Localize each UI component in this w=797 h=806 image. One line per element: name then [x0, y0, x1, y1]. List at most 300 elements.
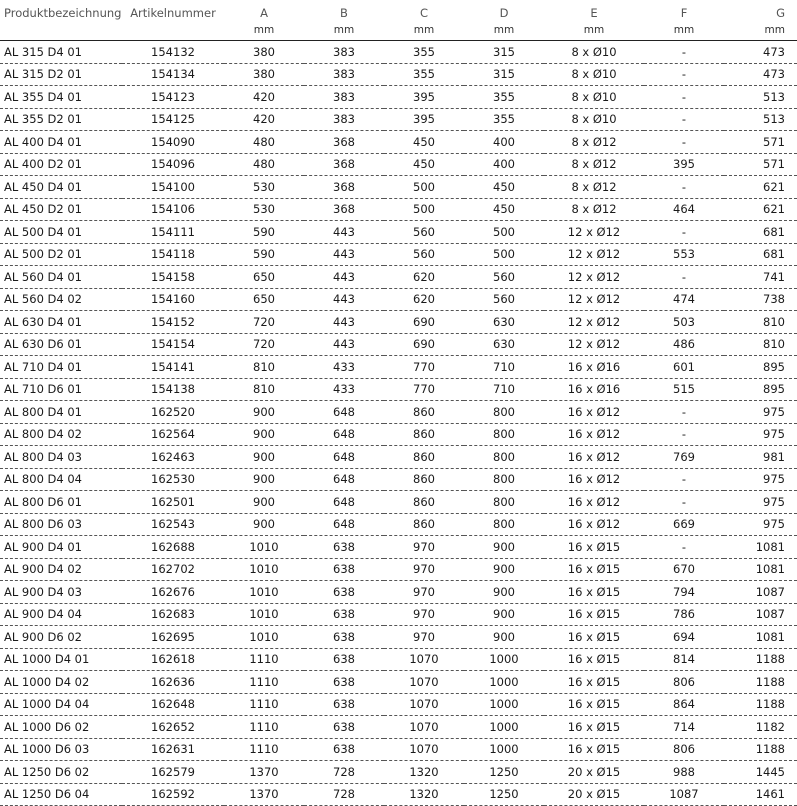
table-row — [0, 266, 797, 289]
cell-e: 12 x Ø12 — [544, 288, 644, 311]
cell-produktbezeichnung: AL 1000 D4 02 — [0, 671, 122, 694]
cell-a: 1010 — [224, 536, 304, 559]
cell-a: 1110 — [224, 716, 304, 739]
cell-f: - — [644, 423, 724, 446]
cell-c: 1070 — [384, 648, 464, 671]
cell-a: 1110 — [224, 648, 304, 671]
cell-d: 800 — [464, 468, 544, 491]
cell-d: 630 — [464, 311, 544, 334]
cell-g: 895 — [724, 378, 797, 401]
cell-c: 1320 — [384, 783, 464, 806]
header-d: D — [499, 6, 509, 20]
cell-produktbezeichnung: AL 450 D2 01 — [0, 198, 122, 221]
cell-produktbezeichnung: AL 900 D4 02 — [0, 558, 122, 581]
cell-b: 638 — [304, 693, 384, 716]
cell-g: 513 — [724, 108, 797, 131]
cell-f: 601 — [644, 356, 724, 379]
cell-c: 1320 — [384, 761, 464, 784]
cell-produktbezeichnung: AL 560 D4 01 — [0, 266, 122, 289]
cell-g: 473 — [724, 41, 797, 64]
table-row — [0, 243, 797, 266]
cell-f: 474 — [644, 288, 724, 311]
cell-c: 1070 — [384, 671, 464, 694]
cell-b: 648 — [304, 423, 384, 446]
table-row — [0, 86, 797, 109]
table-row — [0, 176, 797, 199]
cell-f: 395 — [644, 153, 724, 176]
cell-e: 16 x Ø16 — [544, 378, 644, 401]
cell-b: 638 — [304, 536, 384, 559]
header-produktbezeichnung: Produktbezeichnung — [4, 6, 122, 20]
unit-cell: mm — [724, 20, 797, 41]
cell-g: 1188 — [724, 671, 797, 694]
cell-d: 1000 — [464, 671, 544, 694]
table-row — [0, 221, 797, 244]
cell-e: 16 x Ø12 — [544, 423, 644, 446]
cell-b: 648 — [304, 401, 384, 424]
cell-e: 16 x Ø15 — [544, 693, 644, 716]
cell-c: 860 — [384, 491, 464, 514]
cell-c: 970 — [384, 626, 464, 649]
cell-artikelnummer: 154100 — [122, 176, 224, 199]
units-row — [0, 20, 797, 41]
cell-g: 975 — [724, 423, 797, 446]
cell-a: 1370 — [224, 761, 304, 784]
cell-a: 650 — [224, 266, 304, 289]
cell-c: 395 — [384, 108, 464, 131]
cell-a: 900 — [224, 446, 304, 469]
cell-d: 500 — [464, 221, 544, 244]
cell-e: 16 x Ø12 — [544, 401, 644, 424]
cell-produktbezeichnung: AL 400 D4 01 — [0, 131, 122, 154]
cell-artikelnummer: 162683 — [122, 603, 224, 626]
cell-c: 970 — [384, 558, 464, 581]
cell-artikelnummer: 162695 — [122, 626, 224, 649]
cell-artikelnummer: 154096 — [122, 153, 224, 176]
table-row — [0, 378, 797, 401]
cell-f: - — [644, 221, 724, 244]
cell-f: 503 — [644, 311, 724, 334]
cell-a: 380 — [224, 41, 304, 64]
table-row — [0, 401, 797, 424]
cell-e: 16 x Ø15 — [544, 671, 644, 694]
table-row — [0, 41, 797, 64]
cell-a: 420 — [224, 108, 304, 131]
table-body — [0, 41, 797, 806]
cell-artikelnummer: 154132 — [122, 41, 224, 64]
cell-e: 8 x Ø12 — [544, 176, 644, 199]
table-row — [0, 108, 797, 131]
cell-e: 12 x Ø12 — [544, 333, 644, 356]
cell-g: 1182 — [724, 716, 797, 739]
cell-c: 690 — [384, 333, 464, 356]
cell-a: 720 — [224, 311, 304, 334]
cell-b: 638 — [304, 716, 384, 739]
cell-c: 690 — [384, 311, 464, 334]
cell-c: 970 — [384, 536, 464, 559]
cell-d: 1000 — [464, 716, 544, 739]
cell-f: 714 — [644, 716, 724, 739]
cell-e: 16 x Ø15 — [544, 581, 644, 604]
cell-d: 800 — [464, 513, 544, 536]
cell-artikelnummer: 154106 — [122, 198, 224, 221]
cell-e: 16 x Ø16 — [544, 356, 644, 379]
cell-artikelnummer: 154125 — [122, 108, 224, 131]
cell-f: 669 — [644, 513, 724, 536]
table-row — [0, 783, 797, 806]
cell-c: 450 — [384, 131, 464, 154]
cell-g: 1188 — [724, 693, 797, 716]
cell-e: 8 x Ø10 — [544, 63, 644, 86]
header-b: B — [340, 6, 348, 20]
table-row — [0, 468, 797, 491]
cell-a: 650 — [224, 288, 304, 311]
cell-c: 620 — [384, 266, 464, 289]
cell-produktbezeichnung: AL 355 D4 01 — [0, 86, 122, 109]
cell-e: 16 x Ø15 — [544, 558, 644, 581]
table-row — [0, 131, 797, 154]
header-g: G — [776, 6, 785, 20]
cell-g: 738 — [724, 288, 797, 311]
cell-e: 12 x Ø12 — [544, 311, 644, 334]
cell-a: 590 — [224, 221, 304, 244]
cell-d: 710 — [464, 378, 544, 401]
cell-c: 450 — [384, 153, 464, 176]
cell-artikelnummer: 154138 — [122, 378, 224, 401]
unit-cell: mm — [544, 20, 644, 41]
cell-produktbezeichnung: AL 800 D4 04 — [0, 468, 122, 491]
cell-artikelnummer: 154111 — [122, 221, 224, 244]
cell-a: 900 — [224, 491, 304, 514]
cell-b: 648 — [304, 468, 384, 491]
cell-artikelnummer: 162501 — [122, 491, 224, 514]
cell-artikelnummer: 162636 — [122, 671, 224, 694]
cell-g: 895 — [724, 356, 797, 379]
cell-b: 443 — [304, 288, 384, 311]
cell-b: 648 — [304, 491, 384, 514]
cell-f: 806 — [644, 738, 724, 761]
cell-artikelnummer: 154152 — [122, 311, 224, 334]
cell-g: 1081 — [724, 558, 797, 581]
cell-d: 355 — [464, 108, 544, 131]
cell-c: 500 — [384, 198, 464, 221]
cell-d: 900 — [464, 536, 544, 559]
cell-g: 1087 — [724, 581, 797, 604]
cell-b: 368 — [304, 176, 384, 199]
table-header — [0, 0, 797, 41]
cell-a: 810 — [224, 356, 304, 379]
unit-cell: mm — [224, 20, 304, 41]
cell-e: 8 x Ø12 — [544, 153, 644, 176]
cell-d: 400 — [464, 153, 544, 176]
cell-f: 988 — [644, 761, 724, 784]
table-row — [0, 671, 797, 694]
cell-d: 900 — [464, 603, 544, 626]
cell-b: 443 — [304, 266, 384, 289]
cell-g: 1081 — [724, 536, 797, 559]
cell-a: 380 — [224, 63, 304, 86]
cell-f: - — [644, 266, 724, 289]
cell-b: 638 — [304, 581, 384, 604]
cell-g: 975 — [724, 401, 797, 424]
cell-a: 1110 — [224, 671, 304, 694]
cell-artikelnummer: 162564 — [122, 423, 224, 446]
cell-b: 368 — [304, 131, 384, 154]
cell-f: - — [644, 41, 724, 64]
cell-g: 681 — [724, 243, 797, 266]
cell-b: 383 — [304, 86, 384, 109]
cell-d: 800 — [464, 446, 544, 469]
cell-f: 694 — [644, 626, 724, 649]
cell-f: - — [644, 468, 724, 491]
cell-g: 981 — [724, 446, 797, 469]
cell-g: 975 — [724, 513, 797, 536]
cell-a: 900 — [224, 468, 304, 491]
cell-f: - — [644, 491, 724, 514]
cell-f: 786 — [644, 603, 724, 626]
cell-a: 810 — [224, 378, 304, 401]
cell-c: 1070 — [384, 716, 464, 739]
cell-c: 1070 — [384, 738, 464, 761]
cell-c: 770 — [384, 356, 464, 379]
cell-f: 553 — [644, 243, 724, 266]
cell-produktbezeichnung: AL 630 D6 01 — [0, 333, 122, 356]
cell-e: 8 x Ø10 — [544, 86, 644, 109]
cell-b: 638 — [304, 648, 384, 671]
cell-c: 355 — [384, 41, 464, 64]
cell-f: 670 — [644, 558, 724, 581]
cell-g: 621 — [724, 198, 797, 221]
cell-g: 1461 — [724, 783, 797, 806]
table-row — [0, 311, 797, 334]
table-row — [0, 603, 797, 626]
cell-b: 638 — [304, 626, 384, 649]
cell-d: 900 — [464, 581, 544, 604]
unit-cell — [122, 20, 224, 41]
cell-produktbezeichnung: AL 900 D4 03 — [0, 581, 122, 604]
cell-g: 621 — [724, 176, 797, 199]
cell-d: 355 — [464, 86, 544, 109]
cell-a: 900 — [224, 401, 304, 424]
cell-artikelnummer: 154141 — [122, 356, 224, 379]
table-row — [0, 716, 797, 739]
header-c: C — [419, 6, 429, 20]
cell-produktbezeichnung: AL 500 D4 01 — [0, 221, 122, 244]
cell-produktbezeichnung: AL 315 D4 01 — [0, 41, 122, 64]
cell-f: 515 — [644, 378, 724, 401]
cell-d: 800 — [464, 491, 544, 514]
cell-c: 860 — [384, 513, 464, 536]
cell-d: 1000 — [464, 693, 544, 716]
cell-e: 12 x Ø12 — [544, 266, 644, 289]
cell-e: 8 x Ø12 — [544, 198, 644, 221]
unit-cell: mm — [384, 20, 464, 41]
cell-b: 368 — [304, 198, 384, 221]
cell-b: 728 — [304, 783, 384, 806]
table-row — [0, 761, 797, 784]
cell-artikelnummer: 154158 — [122, 266, 224, 289]
cell-d: 560 — [464, 288, 544, 311]
cell-e: 16 x Ø12 — [544, 513, 644, 536]
cell-b: 368 — [304, 153, 384, 176]
unit-cell: mm — [644, 20, 724, 41]
cell-artikelnummer: 162592 — [122, 783, 224, 806]
cell-d: 400 — [464, 131, 544, 154]
cell-b: 648 — [304, 446, 384, 469]
cell-artikelnummer: 154118 — [122, 243, 224, 266]
cell-f: 864 — [644, 693, 724, 716]
cell-b: 443 — [304, 243, 384, 266]
header-e: E — [590, 6, 598, 20]
cell-artikelnummer: 162631 — [122, 738, 224, 761]
table-row — [0, 423, 797, 446]
cell-produktbezeichnung: AL 800 D4 01 — [0, 401, 122, 424]
cell-f: - — [644, 176, 724, 199]
cell-d: 450 — [464, 176, 544, 199]
cell-a: 530 — [224, 198, 304, 221]
cell-f: 806 — [644, 671, 724, 694]
cell-f: 814 — [644, 648, 724, 671]
cell-f: - — [644, 131, 724, 154]
cell-b: 648 — [304, 513, 384, 536]
cell-produktbezeichnung: AL 1250 D6 04 — [0, 783, 122, 806]
table-row — [0, 738, 797, 761]
cell-produktbezeichnung: AL 900 D4 04 — [0, 603, 122, 626]
cell-a: 900 — [224, 423, 304, 446]
cell-d: 1000 — [464, 738, 544, 761]
cell-produktbezeichnung: AL 800 D4 03 — [0, 446, 122, 469]
cell-b: 383 — [304, 41, 384, 64]
cell-produktbezeichnung: AL 1250 D6 02 — [0, 761, 122, 784]
cell-artikelnummer: 162688 — [122, 536, 224, 559]
table-row — [0, 356, 797, 379]
cell-artikelnummer: 162652 — [122, 716, 224, 739]
cell-artikelnummer: 154123 — [122, 86, 224, 109]
cell-e: 16 x Ø12 — [544, 468, 644, 491]
header-a: A — [260, 6, 268, 20]
cell-a: 590 — [224, 243, 304, 266]
cell-b: 638 — [304, 671, 384, 694]
header-f: F — [680, 6, 688, 20]
cell-f: - — [644, 108, 724, 131]
cell-c: 560 — [384, 221, 464, 244]
cell-artikelnummer: 162648 — [122, 693, 224, 716]
cell-a: 1010 — [224, 626, 304, 649]
cell-c: 970 — [384, 581, 464, 604]
cell-c: 970 — [384, 603, 464, 626]
cell-b: 638 — [304, 603, 384, 626]
cell-a: 1110 — [224, 693, 304, 716]
table-row — [0, 536, 797, 559]
cell-artikelnummer: 162579 — [122, 761, 224, 784]
cell-artikelnummer: 162463 — [122, 446, 224, 469]
cell-f: 464 — [644, 198, 724, 221]
cell-d: 315 — [464, 41, 544, 64]
cell-g: 571 — [724, 153, 797, 176]
cell-g: 681 — [724, 221, 797, 244]
cell-d: 315 — [464, 63, 544, 86]
cell-e: 8 x Ø10 — [544, 41, 644, 64]
cell-a: 480 — [224, 153, 304, 176]
cell-a: 420 — [224, 86, 304, 109]
cell-g: 1087 — [724, 603, 797, 626]
cell-e: 16 x Ø12 — [544, 446, 644, 469]
table-row — [0, 491, 797, 514]
cell-a: 900 — [224, 513, 304, 536]
cell-e: 16 x Ø15 — [544, 626, 644, 649]
cell-d: 630 — [464, 333, 544, 356]
cell-produktbezeichnung: AL 900 D4 01 — [0, 536, 122, 559]
cell-e: 12 x Ø12 — [544, 243, 644, 266]
cell-g: 1188 — [724, 738, 797, 761]
cell-produktbezeichnung: AL 800 D4 02 — [0, 423, 122, 446]
cell-c: 355 — [384, 63, 464, 86]
cell-d: 450 — [464, 198, 544, 221]
cell-artikelnummer: 162543 — [122, 513, 224, 536]
cell-produktbezeichnung: AL 710 D6 01 — [0, 378, 122, 401]
cell-produktbezeichnung: AL 710 D4 01 — [0, 356, 122, 379]
cell-artikelnummer: 162702 — [122, 558, 224, 581]
table-row — [0, 446, 797, 469]
cell-a: 1010 — [224, 581, 304, 604]
cell-produktbezeichnung: AL 355 D2 01 — [0, 108, 122, 131]
header-artikelnummer: Artikelnummer — [130, 6, 216, 20]
cell-b: 383 — [304, 108, 384, 131]
table-row — [0, 558, 797, 581]
cell-d: 500 — [464, 243, 544, 266]
table-row — [0, 581, 797, 604]
cell-f: - — [644, 63, 724, 86]
cell-produktbezeichnung: AL 400 D2 01 — [0, 153, 122, 176]
table-row — [0, 513, 797, 536]
cell-c: 1070 — [384, 693, 464, 716]
cell-a: 1010 — [224, 558, 304, 581]
cell-produktbezeichnung: AL 315 D2 01 — [0, 63, 122, 86]
cell-b: 443 — [304, 221, 384, 244]
table-row — [0, 693, 797, 716]
cell-produktbezeichnung: AL 1000 D6 02 — [0, 716, 122, 739]
cell-c: 395 — [384, 86, 464, 109]
cell-g: 810 — [724, 333, 797, 356]
cell-a: 1110 — [224, 738, 304, 761]
cell-a: 1370 — [224, 783, 304, 806]
cell-g: 1188 — [724, 648, 797, 671]
table-row — [0, 648, 797, 671]
cell-c: 770 — [384, 378, 464, 401]
cell-f: 1087 — [644, 783, 724, 806]
cell-e: 12 x Ø12 — [544, 221, 644, 244]
unit-cell — [0, 20, 122, 41]
cell-e: 16 x Ø12 — [544, 491, 644, 514]
cell-produktbezeichnung: AL 800 D6 03 — [0, 513, 122, 536]
cell-e: 20 x Ø15 — [544, 761, 644, 784]
cell-b: 638 — [304, 558, 384, 581]
cell-artikelnummer: 162618 — [122, 648, 224, 671]
cell-produktbezeichnung: AL 1000 D4 01 — [0, 648, 122, 671]
cell-artikelnummer: 154090 — [122, 131, 224, 154]
cell-artikelnummer: 162676 — [122, 581, 224, 604]
cell-produktbezeichnung: AL 1000 D6 03 — [0, 738, 122, 761]
cell-d: 800 — [464, 423, 544, 446]
cell-g: 571 — [724, 131, 797, 154]
table-row — [0, 333, 797, 356]
cell-artikelnummer: 154134 — [122, 63, 224, 86]
cell-f: - — [644, 86, 724, 109]
cell-d: 800 — [464, 401, 544, 424]
cell-g: 513 — [724, 86, 797, 109]
cell-b: 638 — [304, 738, 384, 761]
cell-f: 794 — [644, 581, 724, 604]
